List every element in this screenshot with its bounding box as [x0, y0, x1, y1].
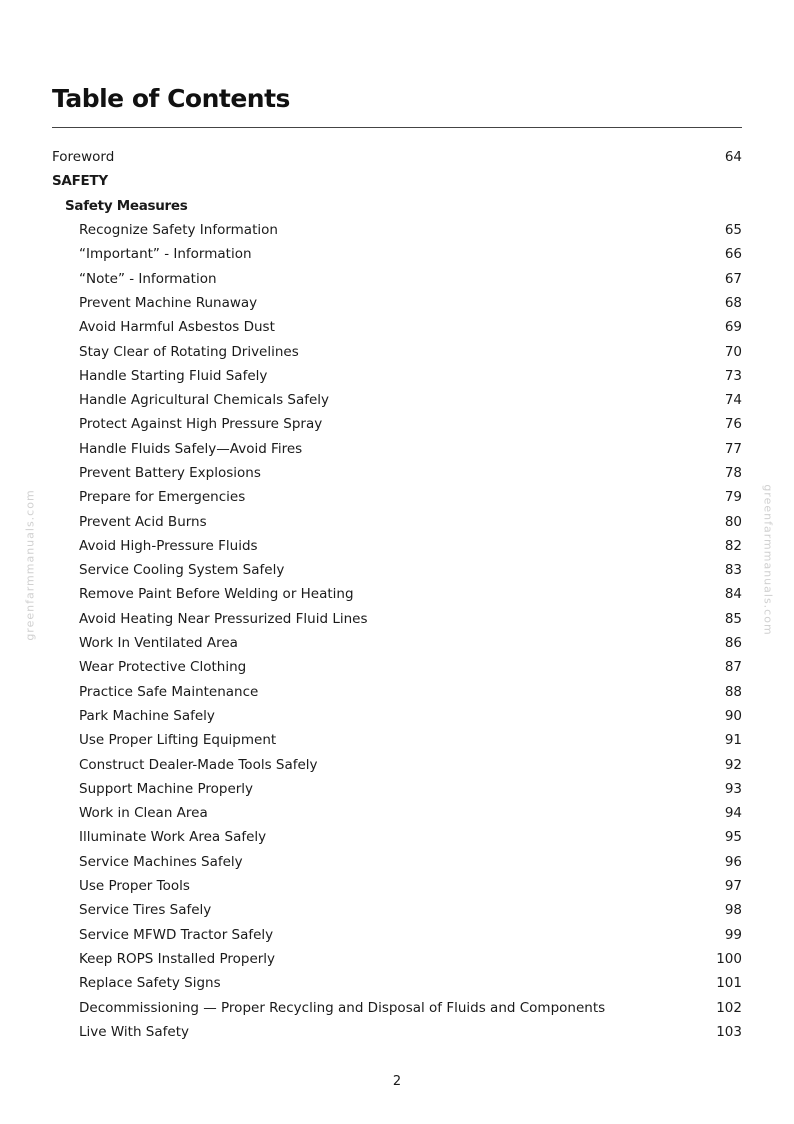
toc-entry-title: Prepare for Emergencies: [79, 489, 246, 506]
toc-entry-page: 83: [724, 562, 742, 579]
toc-entry[interactable]: [52, 291, 742, 315]
toc-entry-page: 67: [724, 270, 742, 287]
toc-entry[interactable]: [52, 801, 742, 825]
toc-entry-page: 103: [716, 1023, 742, 1040]
toc-entry-page: 76: [724, 416, 742, 433]
toc-entry-title: Avoid Heating Near Pressurized Fluid Lines: [79, 610, 368, 627]
toc-entry-page: 82: [724, 537, 742, 554]
title-divider: [52, 127, 742, 128]
toc-entry-page: 96: [724, 853, 742, 870]
toc-entry-page: 88: [724, 683, 742, 700]
toc-entry-page: 74: [724, 392, 742, 409]
toc-entry[interactable]: [52, 947, 742, 971]
toc-entry-title: “Important” - Information: [79, 246, 252, 263]
toc-entry-title: Prevent Machine Runaway: [79, 294, 258, 311]
toc-entry-page: 85: [724, 610, 742, 627]
toc-entry-page: 94: [724, 805, 742, 822]
toc-entry[interactable]: [52, 388, 742, 412]
toc-entry-title: Handle Starting Fluid Safely: [79, 367, 268, 384]
toc-entry-title: Handle Agricultural Chemicals Safely: [79, 392, 330, 409]
toc-entry-title: Live With Safety: [79, 1023, 189, 1040]
toc-entry[interactable]: [52, 339, 742, 363]
toc-entry[interactable]: [52, 704, 742, 728]
toc-entry-page: 77: [724, 440, 742, 457]
toc-entry-title: Prevent Battery Explosions: [79, 465, 261, 481]
toc-entry-title: Decommissioning — Proper Recycling and Disposal of Fluids and Components: [79, 999, 606, 1016]
toc-entry-title: Safety Measures: [65, 197, 188, 214]
toc-entry[interactable]: [52, 752, 742, 776]
page-title: Table of Contents: [52, 84, 290, 113]
toc-entry-page: 78: [724, 465, 742, 481]
toc-list: [52, 145, 742, 1044]
toc-entry-page: 64: [724, 149, 742, 166]
toc-entry-title: Work In Ventilated Area: [79, 635, 238, 652]
toc-section: [52, 169, 742, 193]
watermark-left: greenfarmmanuals.com: [23, 489, 37, 641]
toc-entry[interactable]: [52, 898, 742, 922]
toc-entry-title: Keep ROPS Installed Properly: [79, 950, 276, 967]
toc-entry-page: 92: [724, 756, 742, 773]
toc-entry[interactable]: [52, 850, 742, 874]
toc-entry-page: 100: [716, 950, 742, 967]
toc-entry-title: Service MFWD Tractor Safely: [79, 926, 274, 943]
toc-entry[interactable]: [52, 218, 742, 242]
toc-entry-title: Practice Safe Maintenance: [79, 683, 259, 700]
toc-entry-title: Protect Against High Pressure Spray: [79, 416, 323, 433]
toc-entry-title: “Note” - Information: [79, 270, 217, 287]
toc-entry[interactable]: [52, 777, 742, 801]
toc-entry[interactable]: [52, 825, 742, 849]
toc-subsection: [52, 194, 742, 218]
toc-entry[interactable]: [52, 145, 742, 169]
toc-entry[interactable]: [52, 680, 742, 704]
toc-entry-page: 90: [724, 707, 742, 724]
page-number: 2: [392, 1074, 402, 1089]
toc-entry-title: Recognize Safety Information: [79, 222, 278, 239]
toc-entry-page: 101: [716, 975, 742, 992]
toc-entry[interactable]: [52, 558, 742, 582]
toc-entry-title: Use Proper Lifting Equipment: [79, 732, 277, 749]
toc-entry-title: Service Cooling System Safely: [79, 562, 285, 579]
toc-entry[interactable]: [52, 923, 742, 947]
toc-entry-title: Replace Safety Signs: [79, 975, 221, 992]
toc-entry-page: 70: [724, 343, 742, 360]
toc-entry-page: 65: [724, 222, 742, 239]
toc-entry-title: Wear Protective Clothing: [79, 659, 247, 676]
toc-entry-page: 87: [724, 659, 742, 676]
toc-entry-page: 99: [724, 926, 742, 943]
toc-entry-title: Prevent Acid Burns: [79, 513, 207, 530]
toc-entry-page: 80: [724, 513, 742, 530]
toc-entry-page: 93: [724, 780, 742, 797]
toc-entry[interactable]: [52, 607, 742, 631]
toc-entry-page: 86: [724, 635, 742, 652]
toc-entry-page: 102: [716, 999, 742, 1016]
toc-entry-page: 79: [724, 489, 742, 506]
toc-entry-title: Park Machine Safely: [79, 707, 215, 724]
toc-entry-page: 98: [724, 902, 742, 919]
toc-entry-page: 95: [724, 829, 742, 846]
toc-entry-page: 66: [724, 246, 742, 263]
toc-entry[interactable]: [52, 364, 742, 388]
toc-entry[interactable]: [52, 728, 742, 752]
toc-entry-title: Service Machines Safely: [79, 853, 243, 870]
toc-entry[interactable]: [52, 534, 742, 558]
toc-entry-page: 69: [724, 319, 742, 336]
toc-entry-title: Construct Dealer-Made Tools Safely: [79, 756, 318, 773]
toc-entry-title: Foreword: [52, 149, 115, 166]
toc-entry[interactable]: [52, 266, 742, 290]
toc-entry-title: Avoid Harmful Asbestos Dust: [79, 319, 275, 336]
toc-entry-page: 97: [724, 878, 742, 895]
toc-entry[interactable]: [52, 971, 742, 995]
toc-entry-title: Handle Fluids Safely—Avoid Fires: [79, 440, 303, 457]
toc-entry-title: SAFETY: [52, 173, 108, 190]
toc-entry[interactable]: [52, 509, 742, 533]
toc-entry-title: Work in Clean Area: [79, 805, 208, 822]
toc-entry[interactable]: [52, 874, 742, 898]
toc-entry[interactable]: [52, 315, 742, 339]
toc-entry-title: Use Proper Tools: [79, 878, 190, 895]
toc-entry[interactable]: [52, 631, 742, 655]
toc-entry[interactable]: [52, 485, 742, 509]
toc-entry-page: 91: [724, 732, 742, 749]
toc-entry[interactable]: [52, 412, 742, 436]
toc-entry-title: Stay Clear of Rotating Drivelines: [79, 343, 299, 360]
toc-entry-title: Remove Paint Before Welding or Heating: [79, 586, 354, 603]
toc-entry-title: Avoid High-Pressure Fluids: [79, 537, 258, 554]
toc-entry[interactable]: [52, 1020, 742, 1044]
toc-entry-page: 84: [724, 586, 742, 603]
toc-entry-page: 68: [724, 294, 742, 311]
toc-entry[interactable]: [52, 461, 742, 485]
toc-entry[interactable]: [52, 655, 742, 679]
toc-entry[interactable]: [52, 242, 742, 266]
watermark-right: greenfarmmanuals.com: [761, 484, 775, 636]
toc-entry-page: 73: [724, 367, 742, 384]
toc-entry-title: Support Machine Properly: [79, 780, 254, 797]
toc-entry-title: Illuminate Work Area Safely: [79, 829, 267, 846]
toc-entry[interactable]: [52, 437, 742, 461]
toc-entry-title: Service Tires Safely: [79, 902, 212, 919]
toc-entry[interactable]: [52, 995, 742, 1019]
toc-entry[interactable]: [52, 582, 742, 606]
